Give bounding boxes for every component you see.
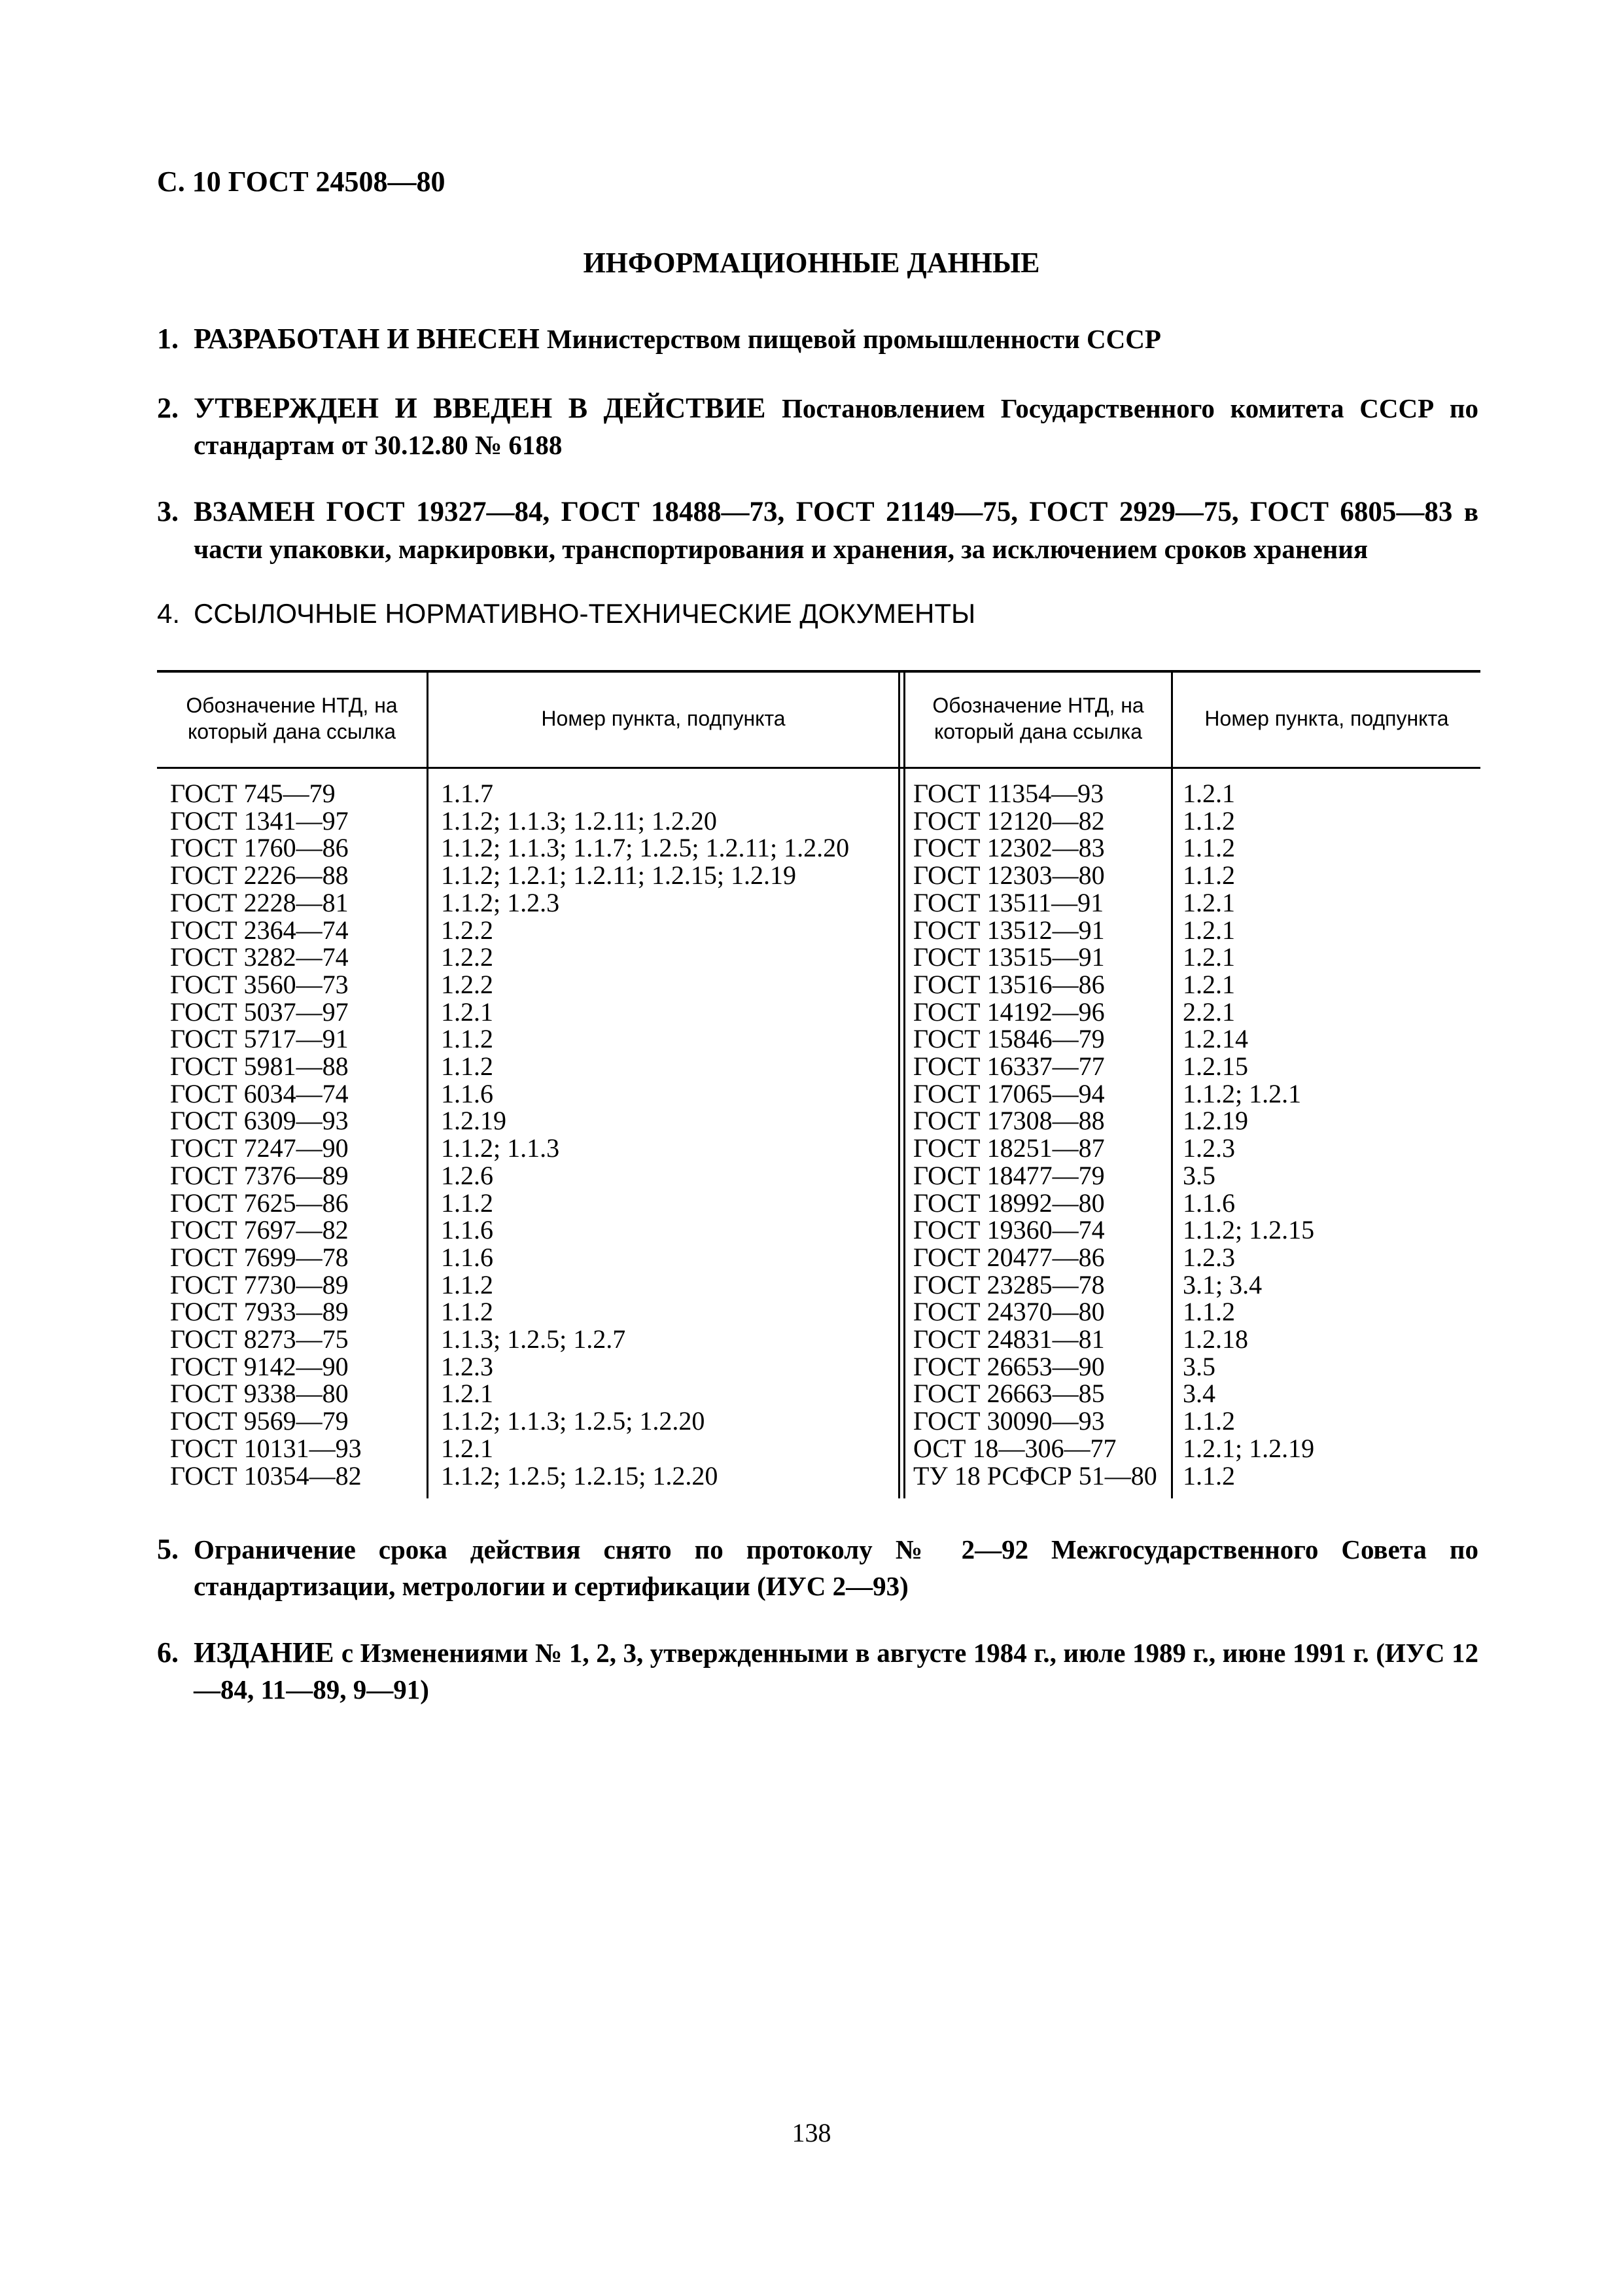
- table-cell-clause: 1.2.1: [1183, 779, 1235, 808]
- item-text: с Изменениями № 1, 2, 3, утвержденными в августе 1984 г., июле 1989 г., июне 1991 г. (ИУС 12—84, 11—89, 9—91): [194, 1638, 1479, 1704]
- table-cell-clause: 1.2.1: [441, 997, 493, 1027]
- table-cell-doc: ГОСТ 18251—87: [913, 1133, 1105, 1163]
- table-cell-doc: ГОСТ 9142—90: [170, 1351, 349, 1381]
- column-right-docs: [913, 780, 1157, 1489]
- table-cell-clause: 1.1.2: [441, 1188, 493, 1218]
- table-cell-clause: 1.1.2: [1183, 1297, 1235, 1327]
- table-cell-doc: ГОСТ 3282—74: [170, 942, 349, 972]
- table-cell-clause: 1.2.19: [1183, 1106, 1248, 1136]
- table-cell-doc: ГОСТ 7699—78: [170, 1242, 349, 1272]
- info-item-5: [157, 1531, 1478, 1604]
- item-text: Ограничение срока действия снято по протоколу № 2—92 Межгосударственного Совета по стандартизации, метрологии и сертификации (ИУС 2—93): [194, 1534, 1478, 1601]
- item-number: 2.: [157, 392, 179, 424]
- table-cell-clause: 1.2.3: [1183, 1242, 1235, 1272]
- info-item-2: [157, 390, 1478, 463]
- table-cell-doc: ГОСТ 9338—80: [170, 1379, 349, 1409]
- table-cell-clause: 1.2.1; 1.2.19: [1183, 1433, 1315, 1463]
- table-cell-doc: ГОСТ 24370—80: [913, 1297, 1105, 1327]
- table-cell-clause: 1.2.19: [441, 1106, 506, 1136]
- table-cell-clause: 1.2.2: [441, 915, 493, 945]
- item-lead: ССЫЛОЧНЫЕ НОРМАТИВНО-ТЕХНИЧЕСКИЕ ДОКУМЕНТЫ: [194, 598, 976, 629]
- table-cell-clause: 1.2.1: [1183, 915, 1235, 945]
- table-cell-doc: ГОСТ 13512—91: [913, 915, 1105, 945]
- table-cell-clause: 1.2.15: [1183, 1051, 1248, 1082]
- table-cell-doc: ГОСТ 16337—77: [913, 1051, 1105, 1082]
- table-cell-clause: 1.1.2: [1183, 1406, 1235, 1436]
- table-cell-clause: 1.1.2; 1.2.1; 1.2.11; 1.2.15; 1.2.19: [441, 860, 796, 891]
- table-cell-clause: 3.4: [1183, 1379, 1215, 1409]
- table-cell-clause: 1.1.7: [441, 779, 493, 808]
- table-cell-doc: ГОСТ 17065—94: [913, 1078, 1105, 1108]
- table-cell-doc: ТУ 18 РСФСР 51—80: [913, 1460, 1157, 1491]
- item-number: 6.: [157, 1636, 179, 1669]
- table-cell-doc: ГОСТ 12120—82: [913, 805, 1105, 836]
- table-cell-clause: 1.2.6: [441, 1160, 493, 1190]
- table-cell-clause: 1.1.3; 1.2.5; 1.2.7: [441, 1324, 626, 1354]
- table-cell-doc: ГОСТ 26663—85: [913, 1379, 1105, 1409]
- item-number: 1.: [157, 323, 179, 355]
- table-cell-doc: ГОСТ 745—79: [170, 779, 336, 808]
- table-cell-doc: ГОСТ 13516—86: [913, 969, 1105, 999]
- table-cell-clause: 1.1.2; 1.1.3; 1.2.11; 1.2.20: [441, 805, 717, 836]
- table-cell-clause: 1.1.2; 1.2.1: [1183, 1078, 1302, 1108]
- table-cell-doc: ГОСТ 15846—79: [913, 1024, 1105, 1054]
- table-cell-clause: 1.1.6: [1183, 1188, 1235, 1218]
- table-cell-doc: ГОСТ 7625—86: [170, 1188, 349, 1218]
- item-lead: ИЗДАНИЕ: [194, 1636, 334, 1669]
- table-cell-clause: 1.2.1: [1183, 969, 1235, 999]
- table-cell-doc: ГОСТ 20477—86: [913, 1242, 1105, 1272]
- table-cell-clause: 1.2.1: [441, 1433, 493, 1463]
- table-cell-doc: ГОСТ 13511—91: [913, 887, 1104, 917]
- section-title: ИНФОРМАЦИОННЫЕ ДАННЫЕ: [583, 247, 1040, 279]
- table-cell-doc: ГОСТ 5037—97: [170, 997, 349, 1027]
- column-divider: [903, 670, 905, 1498]
- table-cell-clause: 1.1.6: [441, 1242, 493, 1272]
- info-item-3: [157, 493, 1478, 568]
- table-cell-doc: ГОСТ 7697—82: [170, 1215, 349, 1245]
- table-cell-doc: ГОСТ 5717—91: [170, 1024, 349, 1054]
- table-cell-doc: ГОСТ 2364—74: [170, 915, 349, 945]
- table-cell-doc: ГОСТ 14192—96: [913, 997, 1105, 1027]
- table-cell-doc: ГОСТ 24831—81: [913, 1324, 1105, 1354]
- table-cell-doc: ГОСТ 12303—80: [913, 860, 1105, 891]
- table-cell-doc: ГОСТ 5981—88: [170, 1051, 349, 1082]
- table-cell-clause: 2.2.1: [1183, 997, 1235, 1027]
- table-cell-clause: 1.2.3: [1183, 1133, 1235, 1163]
- table-cell-clause: 1.2.2: [441, 969, 493, 999]
- table-cell-doc: ГОСТ 26653—90: [913, 1351, 1105, 1381]
- header-clause-left: Номер пункта, подпункта: [541, 707, 786, 730]
- table-cell-doc: ГОСТ 7247—90: [170, 1133, 349, 1163]
- item-lead: РАЗРАБОТАН И ВНЕСЕН: [194, 323, 540, 355]
- table-cell-clause: 1.1.2; 1.1.3: [441, 1133, 560, 1163]
- page-header: С. 10 ГОСТ 24508—80: [157, 166, 445, 198]
- table-cell-doc: ГОСТ 1341—97: [170, 805, 349, 836]
- column-right-clauses: [1183, 780, 1314, 1489]
- table-cell-doc: ГОСТ 2226—88: [170, 860, 349, 891]
- item-text: в части упаковки, маркировки, транспортирования и хранения, за исключением сроков хранения: [194, 497, 1479, 564]
- column-divider: [427, 670, 428, 1498]
- table-cell-clause: 1.1.2; 1.1.3; 1.1.7; 1.2.5; 1.2.11; 1.2.20: [441, 833, 850, 863]
- table-cell-doc: ГОСТ 6034—74: [170, 1078, 349, 1108]
- table-cell-doc: ГОСТ 12302—83: [913, 833, 1105, 863]
- table-cell-doc: ГОСТ 7376—89: [170, 1160, 349, 1190]
- table-cell-doc: ГОСТ 30090—93: [913, 1406, 1105, 1436]
- table-cell-doc: ГОСТ 3560—73: [170, 969, 349, 999]
- column-left-docs: [170, 780, 362, 1489]
- table-cell-clause: 1.1.2: [1183, 833, 1235, 863]
- table-cell-clause: 1.1.2; 1.2.15: [1183, 1215, 1315, 1245]
- header-clause-right: Номер пункта, подпункта: [1204, 707, 1449, 730]
- item-text: Постановлением Государственного комитета СССР по стандартам от 30.12.80 № 6188: [194, 393, 1479, 460]
- table-cell-clause: 1.2.18: [1183, 1324, 1248, 1354]
- table-cell-clause: 1.2.14: [1183, 1024, 1248, 1054]
- table-cell-doc: ГОСТ 10354—82: [170, 1460, 362, 1491]
- info-item-1: [157, 321, 1478, 357]
- table-cell-clause: 1.2.2: [441, 942, 493, 972]
- page-number: 138: [792, 2118, 831, 2147]
- item-lead: УТВЕРЖДЕН И ВВЕДЕН В ДЕЙСТВИЕ: [194, 392, 766, 424]
- table-cell-clause: 1.1.2: [1183, 1460, 1235, 1491]
- table-cell-clause: 1.1.2; 1.2.5; 1.2.15; 1.2.20: [441, 1460, 718, 1491]
- table-cell-doc: ГОСТ 7933—89: [170, 1297, 349, 1327]
- table-cell-clause: 1.1.2: [441, 1269, 493, 1299]
- table-cell-doc: ГОСТ 11354—93: [913, 779, 1104, 808]
- table-cell-doc: ГОСТ 9569—79: [170, 1406, 349, 1436]
- column-left-clauses: [441, 780, 849, 1489]
- item-lead: ВЗАМЕН ГОСТ 19327—84, ГОСТ 18488—73, ГОСТ 21149—75, ГОСТ 2929—75, ГОСТ 6805—83: [194, 497, 1453, 527]
- table-cell-clause: 1.1.2: [441, 1051, 493, 1082]
- table-cell-clause: 1.1.6: [441, 1215, 493, 1245]
- table-cell-clause: 1.1.2; 1.1.3; 1.2.5; 1.2.20: [441, 1406, 705, 1436]
- table-cell-clause: 3.5: [1183, 1351, 1215, 1381]
- table-cell-clause: 1.1.2: [441, 1297, 493, 1327]
- reference-documents-table: [157, 670, 1480, 1498]
- table-cell-clause: 1.1.2: [1183, 805, 1235, 836]
- table-cell-doc: ГОСТ 17308—88: [913, 1106, 1105, 1136]
- info-item-4: [157, 595, 1478, 632]
- table-cell-doc: ГОСТ 18477—79: [913, 1160, 1105, 1190]
- column-divider: [1171, 670, 1173, 1498]
- table-cell-clause: 1.2.1: [1183, 887, 1235, 917]
- table-cell-doc: ГОСТ 8273—75: [170, 1324, 349, 1354]
- table-cell-clause: 3.1; 3.4: [1183, 1269, 1263, 1299]
- table-cell-doc: ГОСТ 1760—86: [170, 833, 349, 863]
- table-cell-clause: 1.1.2: [441, 1024, 493, 1054]
- table-cell-clause: 1.2.3: [441, 1351, 493, 1381]
- table-cell-doc: ОСТ 18—306—77: [913, 1433, 1117, 1463]
- table-cell-doc: ГОСТ 7730—89: [170, 1269, 349, 1299]
- table-cell-doc: ГОСТ 13515—91: [913, 942, 1105, 972]
- table-cell-clause: 1.1.2: [1183, 860, 1235, 891]
- column-divider: [898, 670, 900, 1498]
- item-number: 3.: [157, 495, 179, 527]
- item-text: Министерством пищевой промышленности СССР: [546, 324, 1161, 354]
- header-ntd-right: Обозначение НТД, на который дана ссылка: [932, 694, 1144, 743]
- table-cell-doc: ГОСТ 23285—78: [913, 1269, 1105, 1299]
- table-cell-clause: 1.1.2; 1.2.3: [441, 887, 560, 917]
- table-cell-doc: ГОСТ 6309—93: [170, 1106, 349, 1136]
- item-number: 5.: [157, 1533, 179, 1565]
- header-ntd-left: Обозначение НТД, на который дана ссылка: [186, 694, 398, 743]
- info-item-6: [157, 1634, 1478, 1708]
- table-cell-doc: ГОСТ 10131—93: [170, 1433, 362, 1463]
- table-cell-clause: 3.5: [1183, 1160, 1215, 1190]
- table-cell-doc: ГОСТ 19360—74: [913, 1215, 1105, 1245]
- table-header-rule: [157, 767, 1480, 769]
- table-cell-clause: 1.2.1: [441, 1379, 493, 1409]
- table-cell-clause: 1.2.1: [1183, 942, 1235, 972]
- table-cell-doc: ГОСТ 2228—81: [170, 887, 349, 917]
- item-number: 4.: [157, 598, 181, 629]
- table-cell-doc: ГОСТ 18992—80: [913, 1188, 1105, 1218]
- table-cell-clause: 1.1.6: [441, 1078, 493, 1108]
